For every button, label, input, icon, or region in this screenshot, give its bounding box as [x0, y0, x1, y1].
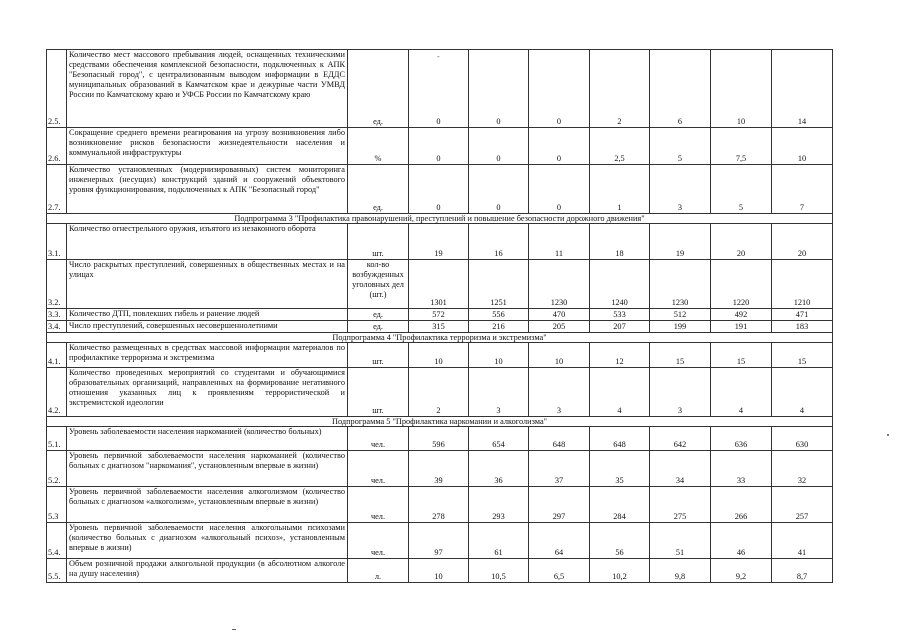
value-cell: 257 — [772, 487, 833, 523]
row-number: 2.7. — [47, 165, 67, 214]
value-cell: 205 — [529, 321, 590, 333]
value-cell: 630 — [772, 427, 833, 451]
value-cell: 20 — [772, 224, 833, 260]
row-number: 4.1. — [47, 343, 67, 368]
scan-speck — [887, 434, 889, 436]
indicator-name: Количество мест массового пребывания людей, оснащенных техническими средствами обеспечения комплексной безопасности, подключенных к АПК "Безопасный город", с централизованным выводом информации в ЕДДС муниципальных образований в Камчатском крае и дежурные части УМВД России по Камчатскому краю и УФСБ России по Камчатскому краю — [67, 50, 348, 128]
row-number: 3.2. — [47, 260, 67, 309]
indicator-name: Уровень первичной заболеваемости населения алкоголизмом (количество больных с диагнозом «алкоголизм», установленным впервые в жизни) — [67, 487, 348, 523]
unit-cell: л. — [348, 559, 409, 583]
value-cell: 15 — [650, 343, 711, 368]
value-cell: 5 — [711, 165, 772, 214]
value-cell: 1240 — [590, 260, 650, 309]
unit-cell: ед. — [348, 309, 409, 321]
indicator-name: Количество установленных (модернизированных) систем мониторинга инженерных (несущих) конструкций зданий и сооружений объектового уровня функционирования, подключенных к АПК "Безопасный город" — [67, 165, 348, 214]
unit-cell: ед. — [348, 165, 409, 214]
value-cell: 533 — [590, 309, 650, 321]
unit-cell: кол-во возбужденных уголовных дел (шт.) — [348, 260, 409, 309]
value-cell: 10,2 — [590, 559, 650, 583]
table-row — [47, 50, 833, 128]
value-cell: 39 — [409, 451, 469, 487]
table-row — [47, 260, 833, 309]
value-cell: 183 — [772, 321, 833, 333]
row-number: 5.3 — [47, 487, 67, 523]
value-cell: 7 — [772, 165, 833, 214]
value-cell: 278 — [409, 487, 469, 523]
row-number: 5.5. — [47, 559, 67, 583]
value-cell: 4 — [772, 368, 833, 417]
value-cell: 36 — [469, 451, 529, 487]
indicator-name: Сокращение среднего времени реагирования на угрозу возникновения либо возникновение рисков безопасности жизнедеятельности населения и коммунальной инфраструктуры — [67, 128, 348, 165]
value-cell: 293 — [469, 487, 529, 523]
unit-cell: чел. — [348, 451, 409, 487]
value-cell: 11 — [529, 224, 590, 260]
section-header-row — [47, 333, 833, 343]
table-row — [47, 487, 833, 523]
row-number: 3.1. — [47, 224, 67, 260]
value-cell: 10 — [529, 343, 590, 368]
value-cell: 275 — [650, 487, 711, 523]
stray-mark: - — [437, 52, 440, 61]
value-cell: 9,8 — [650, 559, 711, 583]
table-row — [47, 343, 833, 368]
indicators-table — [46, 49, 833, 583]
unit-cell: шт. — [348, 224, 409, 260]
value-cell: 10 — [469, 343, 529, 368]
value-cell: 315 — [409, 321, 469, 333]
indicator-name: Количество проведенных мероприятий со студентами и обучающимися образовательных организаций, направленных на формирование негативного отношения указанных лиц к проявлениям террористической и экстремистской идеологии — [67, 368, 348, 417]
indicator-name: Уровень первичной заболеваемости населения алкогольными психозами (количество больных с диагнозом «алкогольный психоз», установленным впервые в жизни) — [67, 523, 348, 559]
value-cell: 1220 — [711, 260, 772, 309]
row-number: 3.3. — [47, 309, 67, 321]
subprogram-title: Подпрограмма 5 "Профилактика наркомании и алкоголизма" — [47, 417, 833, 427]
value-cell: 1251 — [469, 260, 529, 309]
unit-cell: шт. — [348, 343, 409, 368]
scan-speck — [232, 629, 236, 630]
value-cell: 1210 — [772, 260, 833, 309]
indicator-name: Число раскрытых преступлений, совершенных в общественных местах и на улицах — [67, 260, 348, 309]
value-cell: 14 — [772, 50, 833, 128]
unit-cell: ед. — [348, 321, 409, 333]
value-cell: 15 — [772, 343, 833, 368]
value-cell: 596 — [409, 427, 469, 451]
row-number: 2.6. — [47, 128, 67, 165]
value-cell: 3 — [650, 368, 711, 417]
value-cell: 10 — [409, 559, 469, 583]
value-cell: 0 — [529, 128, 590, 165]
value-cell: 56 — [590, 523, 650, 559]
unit-cell: шт. — [348, 368, 409, 417]
value-cell: 0 — [469, 128, 529, 165]
value-cell: 51 — [650, 523, 711, 559]
value-cell: 471 — [772, 309, 833, 321]
value-cell: 3 — [469, 368, 529, 417]
value-cell: 10 — [409, 343, 469, 368]
value-cell: 0 — [409, 165, 469, 214]
value-cell: 1301 — [409, 260, 469, 309]
value-cell: 6 — [650, 50, 711, 128]
value-cell: 20 — [711, 224, 772, 260]
value-cell: 9,2 — [711, 559, 772, 583]
value-cell: 3 — [529, 368, 590, 417]
value-cell: 10 — [772, 128, 833, 165]
value-cell: 191 — [711, 321, 772, 333]
value-cell: 216 — [469, 321, 529, 333]
subprogram-title: Подпрограмма 4 "Профилактика терроризма и экстремизма" — [47, 333, 833, 343]
value-cell: 18 — [590, 224, 650, 260]
value-cell: 46 — [711, 523, 772, 559]
row-number: 5.1. — [47, 427, 67, 451]
value-cell: 642 — [650, 427, 711, 451]
value-cell: 16 — [469, 224, 529, 260]
indicator-name: Уровень заболеваемости населения наркоманией (количество больных) — [67, 427, 348, 451]
value-cell: 0 — [529, 50, 590, 128]
value-cell: 654 — [469, 427, 529, 451]
value-cell: 266 — [711, 487, 772, 523]
value-cell: 0 — [409, 128, 469, 165]
table-row — [47, 559, 833, 583]
indicator-name: Уровень первичной заболеваемости населения наркоманией (количество больных с диагнозом "наркомания", установленным впервые в жизни) — [67, 451, 348, 487]
value-cell: 12 — [590, 343, 650, 368]
row-number: 5.4. — [47, 523, 67, 559]
value-cell: 648 — [529, 427, 590, 451]
value-cell: 470 — [529, 309, 590, 321]
value-cell: 1230 — [650, 260, 711, 309]
value-cell: 64 — [529, 523, 590, 559]
table-row — [47, 427, 833, 451]
value-cell: 199 — [650, 321, 711, 333]
row-number: 4.2. — [47, 368, 67, 417]
value-cell: 41 — [772, 523, 833, 559]
table-row — [47, 451, 833, 487]
row-number: 2.5. — [47, 50, 67, 128]
section-header-row — [47, 214, 833, 224]
unit-cell: % — [348, 128, 409, 165]
value-cell: 2 — [409, 368, 469, 417]
value-cell: 0 — [529, 165, 590, 214]
value-cell: 2,5 — [590, 128, 650, 165]
value-cell: 7,5 — [711, 128, 772, 165]
unit-cell: чел. — [348, 523, 409, 559]
table-row — [47, 321, 833, 333]
subprogram-title: Подпрограмма 3 "Профилактика правонарушений, преступлений и повышение безопасности дорожного движения" — [47, 214, 833, 224]
value-cell: 37 — [529, 451, 590, 487]
unit-cell: чел. — [348, 487, 409, 523]
value-cell: 34 — [650, 451, 711, 487]
row-number: 5.2. — [47, 451, 67, 487]
section-header-row — [47, 417, 833, 427]
value-cell: 8,7 — [772, 559, 833, 583]
value-cell: 556 — [469, 309, 529, 321]
value-cell: 32 — [772, 451, 833, 487]
value-cell: 636 — [711, 427, 772, 451]
value-cell: 1 — [590, 165, 650, 214]
value-cell: 4 — [590, 368, 650, 417]
value-cell: 297 — [529, 487, 590, 523]
value-cell: 5 — [650, 128, 711, 165]
table-row — [47, 309, 833, 321]
value-cell: 19 — [409, 224, 469, 260]
value-cell: 512 — [650, 309, 711, 321]
value-cell: 0 — [409, 50, 469, 128]
indicator-name: Число преступлений, совершенных несовершеннолетними — [67, 321, 348, 333]
unit-cell: чел. — [348, 427, 409, 451]
row-number: 3.4. — [47, 321, 67, 333]
value-cell: 572 — [409, 309, 469, 321]
value-cell: 0 — [469, 165, 529, 214]
value-cell: 0 — [469, 50, 529, 128]
unit-cell: ед. — [348, 50, 409, 128]
value-cell: 6,5 — [529, 559, 590, 583]
value-cell: 284 — [590, 487, 650, 523]
value-cell: 2 — [590, 50, 650, 128]
table-row — [47, 523, 833, 559]
table-row — [47, 368, 833, 417]
value-cell: 61 — [469, 523, 529, 559]
value-cell: 10,5 — [469, 559, 529, 583]
indicator-name: Объем розничной продажи алкогольной продукции (в абсолютном алкоголе на душу населения) — [67, 559, 348, 583]
table-row — [47, 128, 833, 165]
value-cell: 97 — [409, 523, 469, 559]
value-cell: 1230 — [529, 260, 590, 309]
value-cell: 492 — [711, 309, 772, 321]
value-cell: 3 — [650, 165, 711, 214]
value-cell: 19 — [650, 224, 711, 260]
indicator-name: Количество ДТП, повлекших гибель и ранение людей — [67, 309, 348, 321]
value-cell: 15 — [711, 343, 772, 368]
indicators-table-page — [46, 49, 832, 583]
value-cell: 4 — [711, 368, 772, 417]
value-cell: 35 — [590, 451, 650, 487]
value-cell: 33 — [711, 451, 772, 487]
value-cell: 10 — [711, 50, 772, 128]
value-cell: 648 — [590, 427, 650, 451]
table-row — [47, 165, 833, 214]
indicator-name: Количество огнестрельного оружия, изъятого из незаконного оборота — [67, 224, 348, 260]
value-cell: 207 — [590, 321, 650, 333]
table-row — [47, 224, 833, 260]
indicator-name: Количество размещенных в средствах массовой информации материалов по профилактике терроризма и экстремизма — [67, 343, 348, 368]
